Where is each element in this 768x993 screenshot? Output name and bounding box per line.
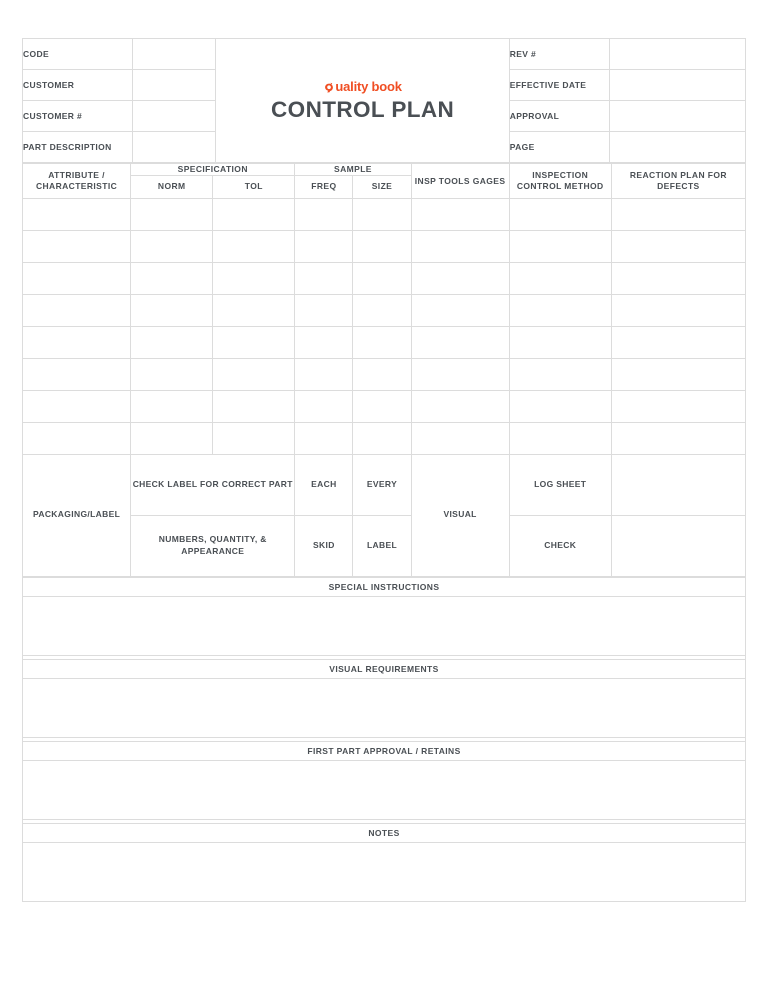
table-row — [23, 262, 746, 294]
table-cell-empty[interactable] — [295, 230, 353, 262]
table-cell-empty[interactable] — [611, 390, 745, 422]
packaging-insp-tools[interactable]: VISUAL — [411, 454, 509, 576]
table-cell-empty[interactable] — [213, 358, 295, 390]
col-attribute-characteristic: ATTRIBUTE / CHARACTERISTIC — [23, 164, 131, 199]
table-cell-empty[interactable] — [611, 230, 745, 262]
table-cell-empty[interactable] — [295, 294, 353, 326]
table-cell-empty[interactable] — [23, 390, 131, 422]
section-body[interactable] — [23, 760, 746, 819]
table-row — [23, 326, 746, 358]
table-cell-empty[interactable] — [353, 326, 411, 358]
table-cell-empty[interactable] — [411, 358, 509, 390]
section-body-row — [23, 842, 746, 901]
table-row — [23, 230, 746, 262]
table-cell-empty[interactable] — [353, 358, 411, 390]
control-plan-empty-rows — [23, 198, 746, 454]
field-label-page: PAGE — [509, 132, 609, 163]
table-cell-empty[interactable] — [611, 422, 745, 454]
table-cell-empty[interactable] — [131, 198, 213, 230]
packaging-attribute: PACKAGING/LABEL — [23, 454, 131, 576]
col-inspection-control-method: INSPECTION CONTROL METHOD — [509, 164, 611, 199]
col-size: SIZE — [353, 175, 411, 198]
table-cell-empty[interactable] — [213, 230, 295, 262]
table-cell-empty[interactable] — [353, 422, 411, 454]
table-cell-empty[interactable] — [611, 358, 745, 390]
table-cell-empty[interactable] — [295, 198, 353, 230]
table-cell-empty[interactable] — [213, 326, 295, 358]
section-body-row — [23, 596, 746, 655]
table-cell-empty[interactable] — [611, 262, 745, 294]
table-cell-empty[interactable] — [509, 422, 611, 454]
table-cell-empty[interactable] — [23, 358, 131, 390]
field-label-code: CODE — [23, 39, 133, 70]
table-row — [23, 390, 746, 422]
col-reaction-plan-for-defects: REACTION PLAN FOR DEFECTS — [611, 164, 745, 199]
field-value-approval[interactable] — [609, 101, 745, 132]
table-cell-empty[interactable] — [509, 358, 611, 390]
sections-table — [22, 577, 746, 902]
table-row — [23, 422, 746, 454]
table-cell-empty[interactable] — [23, 262, 131, 294]
field-label-rev: REV # — [509, 39, 609, 70]
col-sample: SAMPLE — [295, 164, 411, 176]
field-value-part-description[interactable] — [132, 132, 216, 163]
table-cell-empty[interactable] — [509, 390, 611, 422]
packaging-freq-1[interactable]: EACH — [295, 454, 353, 515]
control-plan-head — [23, 164, 746, 199]
col-insp-tools-gages: INSP TOOLS GAGES — [411, 164, 509, 199]
section-body-row — [23, 678, 746, 737]
table-cell-empty[interactable] — [509, 230, 611, 262]
packaging-reaction-plan-2[interactable] — [611, 515, 745, 576]
packaging-freq-2[interactable]: SKID — [295, 515, 353, 576]
section-body-row — [23, 760, 746, 819]
table-cell-empty[interactable] — [353, 390, 411, 422]
packaging-specification-2[interactable]: NUMBERS, QUANTITY, & APPEARANCE — [131, 515, 295, 576]
table-cell-empty[interactable] — [131, 422, 213, 454]
table-cell-empty[interactable] — [131, 294, 213, 326]
table-cell-empty[interactable] — [295, 326, 353, 358]
section-title: FIRST PART APPROVAL / RETAINS — [23, 741, 746, 760]
packaging-inspection-method-2[interactable]: CHECK — [509, 515, 611, 576]
section-header-row — [23, 741, 746, 760]
field-value-customer-number[interactable] — [132, 101, 216, 132]
section-header-row — [23, 577, 746, 596]
column-group-header-row — [23, 164, 746, 176]
table-cell-empty[interactable] — [611, 198, 745, 230]
section-body[interactable] — [23, 678, 746, 737]
table-cell-empty[interactable] — [509, 294, 611, 326]
table-cell-empty[interactable] — [411, 230, 509, 262]
section-header-row — [23, 659, 746, 678]
brand-logo — [323, 80, 401, 96]
packaging-reaction-plan-1[interactable] — [611, 454, 745, 515]
packaging-size-2[interactable]: LABEL — [353, 515, 411, 576]
table-cell-empty[interactable] — [213, 390, 295, 422]
col-freq: FREQ — [295, 175, 353, 198]
field-label-part-description: PART DESCRIPTION — [23, 132, 133, 163]
table-cell-empty[interactable] — [295, 358, 353, 390]
table-cell-empty[interactable] — [213, 198, 295, 230]
field-value-page[interactable] — [609, 132, 745, 163]
page-title: CONTROL PLAN — [271, 97, 455, 123]
section-body[interactable] — [23, 596, 746, 655]
table-cell-empty[interactable] — [213, 422, 295, 454]
col-specification: SPECIFICATION — [131, 164, 295, 176]
table-cell-empty[interactable] — [353, 262, 411, 294]
table-cell-empty[interactable] — [213, 294, 295, 326]
section-body[interactable] — [23, 842, 746, 901]
table-cell-empty[interactable] — [353, 198, 411, 230]
field-label-customer: CUSTOMER — [23, 70, 133, 101]
col-norm: NORM — [131, 175, 213, 198]
title-block — [216, 39, 509, 163]
table-cell-empty[interactable] — [295, 422, 353, 454]
field-label-effective-date: EFFECTIVE DATE — [509, 70, 609, 101]
table-row — [23, 358, 746, 390]
table-cell-empty[interactable] — [131, 326, 213, 358]
table-cell-empty[interactable] — [131, 358, 213, 390]
field-value-rev[interactable] — [609, 39, 745, 70]
table-cell-empty[interactable] — [23, 422, 131, 454]
control-plan-table — [22, 163, 746, 577]
table-cell-empty[interactable] — [353, 294, 411, 326]
table-row — [23, 515, 746, 576]
header-row-1 — [23, 39, 746, 70]
section-title: SPECIAL INSTRUCTIONS — [23, 577, 746, 596]
table-cell-empty[interactable] — [411, 422, 509, 454]
table-cell-empty[interactable] — [23, 230, 131, 262]
field-value-customer[interactable] — [132, 70, 216, 101]
table-cell-empty[interactable] — [213, 262, 295, 294]
field-value-code[interactable] — [132, 39, 216, 70]
table-cell-empty[interactable] — [611, 326, 745, 358]
table-cell-empty[interactable] — [509, 262, 611, 294]
q-swirl-icon — [323, 82, 335, 94]
control-plan-packaging-rows — [23, 454, 746, 576]
table-cell-empty[interactable] — [23, 198, 131, 230]
table-cell-empty[interactable] — [411, 198, 509, 230]
section-title: VISUAL REQUIREMENTS — [23, 659, 746, 678]
section-title: NOTES — [23, 823, 746, 842]
col-tol: TOL — [213, 175, 295, 198]
table-cell-empty[interactable] — [411, 262, 509, 294]
logo-wordmark: uality book — [335, 79, 402, 95]
header-table — [22, 38, 746, 163]
table-cell-empty[interactable] — [411, 326, 509, 358]
table-cell-empty[interactable] — [23, 294, 131, 326]
field-label-approval: APPROVAL — [509, 101, 609, 132]
table-cell-empty[interactable] — [131, 230, 213, 262]
field-label-customer-number: CUSTOMER # — [23, 101, 133, 132]
table-cell-empty[interactable] — [23, 326, 131, 358]
table-row — [23, 294, 746, 326]
table-cell-empty[interactable] — [411, 294, 509, 326]
table-cell-empty[interactable] — [509, 198, 611, 230]
table-cell-empty[interactable] — [131, 390, 213, 422]
table-cell-empty[interactable] — [295, 390, 353, 422]
field-value-effective-date[interactable] — [609, 70, 745, 101]
table-cell-empty[interactable] — [411, 390, 509, 422]
table-cell-empty[interactable] — [131, 262, 213, 294]
packaging-inspection-method-1[interactable]: LOG SHEET — [509, 454, 611, 515]
table-cell-empty[interactable] — [353, 230, 411, 262]
packaging-specification-1[interactable]: CHECK LABEL FOR CORRECT PART — [131, 454, 295, 515]
packaging-size-1[interactable]: EVERY — [353, 454, 411, 515]
section-header-row — [23, 823, 746, 842]
table-cell-empty[interactable] — [295, 262, 353, 294]
table-cell-empty[interactable] — [509, 326, 611, 358]
table-cell-empty[interactable] — [611, 294, 745, 326]
table-row — [23, 454, 746, 515]
table-row — [23, 198, 746, 230]
